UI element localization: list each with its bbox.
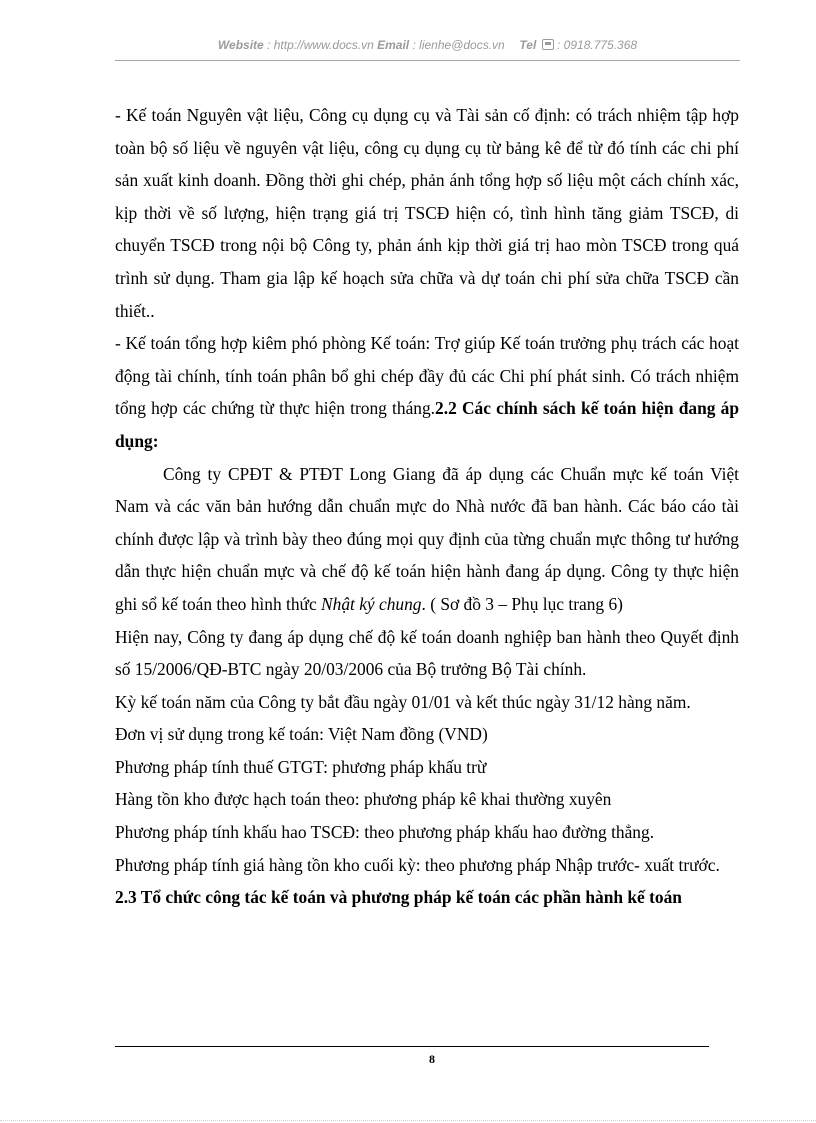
page-header [115,30,740,61]
tel-value: : 0918.775.368 [557,38,638,52]
page-edge [0,1120,816,1121]
paragraph-inventory-method: Hàng tồn kho được hạch toán theo: phương pháp kê khai thường xuyên [115,789,612,810]
general-accountant-text: - Kế toán tổng hợp kiêm phó phòng Kế toán: Trợ giúp Kế toán trưởng phụ trách các hoạt động tài chính, tính toán phân bổ ghi chép đầy đủ các Chi phí phát sinh. Có trách nhiệm tổng hợp các chứng từ thực hiện trong tháng. [115,333,739,419]
page-number: 8 [429,1052,435,1066]
paragraph-currency-unit: Đơn vị sử dụng trong kế toán: Việt Nam đồng (VND) [115,724,488,745]
page-body [115,99,739,914]
footer-divider [115,1046,709,1047]
company-standards-tail: . ( Sơ đồ 3 – Phụ lục trang 6) [421,593,623,614]
website-value: : http://www.docs.vn [267,38,374,52]
paragraph-current-regime: Hiện nay, Công ty đang áp dụng chế độ kế toán doanh nghiệp ban hành theo Quyết định số 15/2006/QĐ-BTC ngày 20/03/2006 của Bộ trưởng Bộ Tài chính. [115,626,739,680]
company-standards-text: Công ty CPĐT & PTĐT Long Giang đã áp dụng các Chuẩn mực kế toán Việt Nam và các văn bản hướng dẫn chuẩn mực do Nhà nước đã ban hành. Các báo cáo tài chính được lập và trình bày theo đúng mọi quy định của từng chuẩn mực thông tư hướng dẫn thực hiện chuẩn mực và chế độ kế toán hiện hành đang áp dụng. Công ty thực hiện ghi sổ kế toán theo hình thức [115,463,739,614]
website-label: Website [217,38,264,52]
paragraph-general-accountant [115,327,739,457]
paragraph-materials-accountant: - Kế toán Nguyên vật liệu, Công cụ dụng cụ và Tài sản cố định: có trách nhiệm tập hợp toàn bộ số liệu về nguyên vật liệu, công cụ dụng cụ từ bảng kê để từ đó tính các chi phí sản xuất kinh doanh. Đồng thời ghi chép, phản ánh tổng hợp số liệu một cách chính xác, kịp thời về số lượng, hiện trạng giá trị TSCĐ hiện có, tình hình tăng giảm TSCĐ, di chuyển TSCĐ trong nội bộ Công ty, phản ánh kịp thời giá trị hao mòn TSCĐ trong quá trình sử dụng. Tham gia lập kế hoạch sửa chữa và dự toán chi phí sửa chữa TSCĐ cần thiết.. [115,105,739,321]
phone-icon [542,39,554,50]
email-value: : lienhe@docs.vn [412,38,505,52]
paragraph-accounting-period: Kỳ kế toán năm của Công ty bắt đầu ngày 01/01 và kết thúc ngày 31/12 hàng năm. [115,691,691,712]
journal-form-italic: Nhật ký chung [321,593,422,614]
paragraph-inventory-valuation: Phương pháp tính giá hàng tồn kho cuối kỳ: theo phương pháp Nhập trước- xuất trước. [115,854,720,875]
paragraph-company-standards [115,458,739,621]
email-label: Email [377,38,410,52]
paragraph-vat-method: Phương pháp tính thuế GTGT: phương pháp khấu trừ [115,756,487,777]
tel-label: Tel [519,38,537,52]
paragraph-depreciation-method: Phương pháp tính khấu hao TSCĐ: theo phương pháp khấu hao đường thẳng. [115,822,655,843]
heading-2-3: 2.3 Tổ chức công tác kế toán và phương pháp kế toán các phần hành kế toán [115,887,682,908]
heading-2-2: 2.2 Các chính sách kế toán hiện đang áp dụng: [115,398,739,451]
